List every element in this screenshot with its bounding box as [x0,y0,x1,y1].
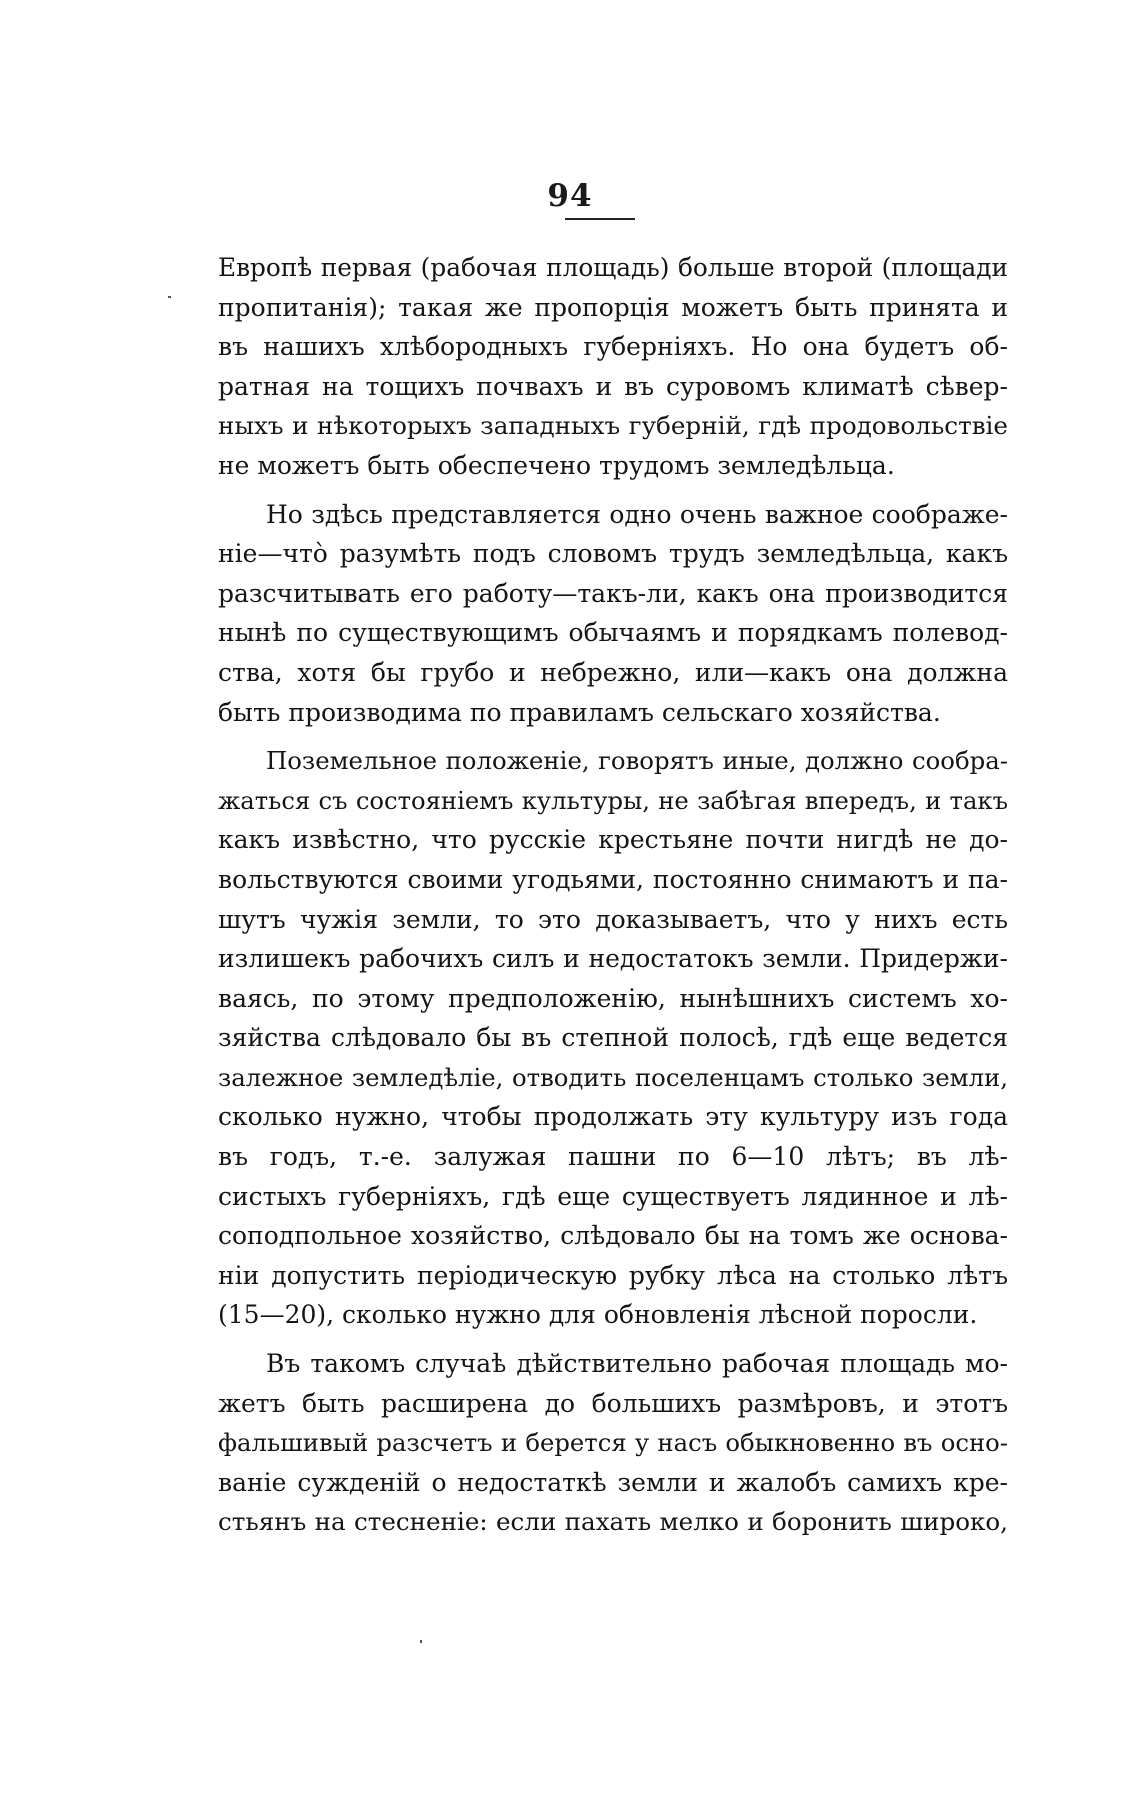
text-line: пропитанія); такая же пропорція можетъ быть принята и [218,292,1008,322]
text-line: шутъ чужія земли, то это доказываетъ, что у нихъ есть [218,904,1008,934]
page-number-rule [565,218,635,220]
text-line: нынѣ по существующимъ обычаямъ и порядкамъ полевод- [218,618,1008,648]
text-line: ваясь, по этому предположенію, нынѣшнихъ системъ хо- [218,983,1008,1013]
print-speck [168,296,171,298]
text-line: какъ извѣстно, что русскіе крестьяне почти нигдѣ не до- [218,825,1008,855]
paragraph-2 [218,495,1008,733]
text-line: (15—20), сколько нужно для обновленія лѣсной поросли. [218,1300,978,1330]
text-line: быть производима по правиламъ сельскаго хозяйства. [218,697,941,727]
text-line: жаться съ состояніемъ культуры, не забѣгая впередъ, и такъ [218,785,1008,815]
paragraph-3 [218,741,1008,1335]
text-line: залежное земледѣліе, отводить поселенцамъ столько земли, [218,1062,1008,1092]
text-line: вольствуются своими угодьями, постоянно снимаютъ и па- [218,864,1008,894]
text-line: ныхъ и нѣкоторыхъ западныхъ губерній, гдѣ продовольствіе [218,411,1008,441]
text-line: систыхъ губерніяхъ, гдѣ еще существуетъ лядинное и лѣ- [218,1181,1008,1211]
text-line: не можетъ быть обеспечено трудомъ земледѣльца. [218,450,895,480]
paragraph-4 [218,1344,1008,1542]
print-speck [420,1640,422,1643]
text-line: жетъ быть расширена до большихъ размѣровъ, и этотъ [218,1388,1008,1418]
page-number: 94 [547,178,593,214]
text-line: фальшивый разсчетъ и берется у насъ обыкновенно въ осно- [218,1428,1008,1458]
text-line: Европѣ первая (рабочая площадь) больше второй (площади [218,253,1008,282]
paragraph-1 [218,248,1008,486]
text-line: излишекъ рабочихъ силъ и недостатокъ земли. Придержи- [218,944,1008,974]
text-line: разсчитывать его работу—такъ-ли, какъ она производится [218,578,1008,608]
text-line: въ годъ, т.-е. залужая пашни по 6—10 лѣтъ; въ лѣ- [218,1142,1008,1172]
body-text [218,248,1008,1542]
text-line: въ нашихъ хлѣбородныхъ губерніяхъ. Но она будетъ об- [218,332,1008,362]
text-line: ніе—что̀ разумѣть подъ словомъ трудъ земледѣльца, какъ [218,539,1008,569]
text-line: стьянъ на стесненіе: если пахать мелко и боронить широко, [218,1507,1008,1537]
text-line: соподпольное хозяйство, слѣдовало бы на томъ же основа- [218,1221,1008,1251]
text-line: ваніе сужденій о недостаткѣ земли и жалобъ самихъ кре- [218,1467,1008,1497]
text-line: Но здѣсь представляется одно очень важное соображе- [266,499,1008,529]
text-line: ратная на тощихъ почвахъ и въ суровомъ климатѣ сѣвер- [218,371,1008,401]
text-line: сколько нужно, чтобы продолжать эту культуру изъ года [218,1102,1008,1132]
text-line: ніи допустить періодическую рубку лѣса на столько лѣтъ [218,1260,1008,1290]
text-line: зяйства слѣдовало бы въ степной полосѣ, гдѣ еще ведется [218,1023,1008,1053]
text-line: Поземельное положеніе, говорятъ иные, должно сообра- [266,746,1008,776]
text-line: Въ такомъ случаѣ дѣйствительно рабочая площадь мо- [266,1349,1008,1379]
text-line: ства, хотя бы грубо и небрежно, или—какъ она должна [218,657,1008,687]
